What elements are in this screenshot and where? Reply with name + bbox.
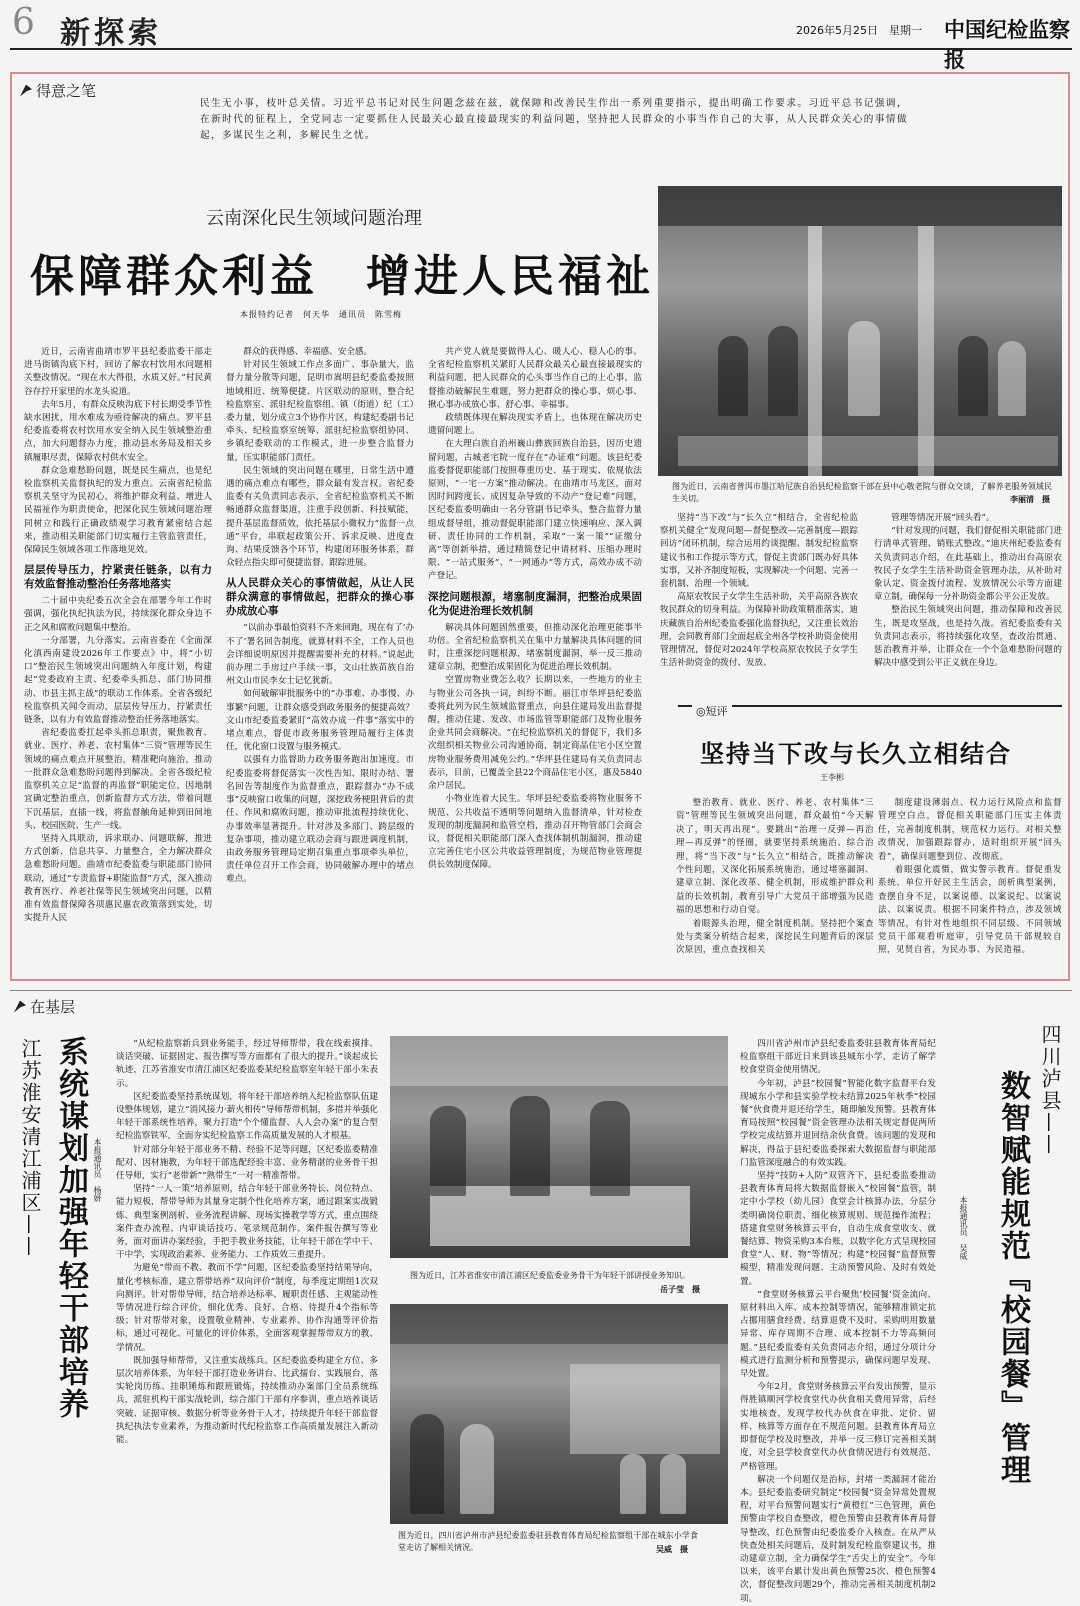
commentary-rule bbox=[678, 705, 1062, 707]
feature-kicker: 云南深化民生领域问题治理 bbox=[206, 208, 422, 229]
paragraph: 管理等情况开展“回头看”。 bbox=[891, 513, 995, 523]
paragraph: 今年2月，食堂财务核算云平台发出预警，显示得胜镇顺河学校食堂代办伙食相关费用异常，后经实地核查，发现学校代办伙食在审批、定价、留样、核算等方面存在不规范问题。县教育体育局立即督促学校及时整改，并举一反三修订完善相关制度，对全县学校食堂代办伙食情况进行有效规范、严格管理。 bbox=[740, 1382, 936, 1472]
paragraph: 四川省泸州市泸县纪委监委驻县教育体育局纪检监察组干部近日来到该县城东小学，走访了解学校食堂资金使用情况。 bbox=[740, 1039, 936, 1076]
paragraph: 着眼强化震慑，做实警示教育。督促重发系统、单位开好民主生活会，剖析典型案例，查摆自身不足，以案说德、以案说纪、以案说法、以案说责。根据不同案件特点，涉及领域等情况，有针对性地组织不同层级、不同领域党员干部观看听庭审，引导党员干部规较自照，见贤自省，为民办事、为民造福。 bbox=[878, 864, 1062, 955]
paragraph: 既加强导师帮带，又注重实战练兵。区纪委监委构建全方位、多层次培养体系，为年轻干部打造业务讲台、比武擂台、实践展台，落实轮岗历练、挂职锤炼和跟班锻炼，持续推动办案部门全员系统练兵，派驻机构干部实战轮训，综合部门干部有序参训，重点培养谈话突破、证据审核、数据分析等业务骨干人才，持续提升年轻干部监督执纪执法专业素养，为推动新时代纪检监察工作高质量发展注入新动能。 bbox=[116, 1355, 378, 1446]
paragraph: “针对发现的问题，我们督促相关职能部门进行清单式管理、销账式整改。”迪庆州纪委监委有关负责同志介绍，在此基础上，推动出台高原农牧民子女学生生活补助资金管理办法，从补助对象认定、资金拨付流程、发放情况公示等方面建章立制，确保每一分补助资金都公平公正发放。 bbox=[874, 526, 1062, 603]
paragraph: 近日，云南省曲靖市罗平县纪委监委干部走进马街镇沟底下村，回访了解农村饮用水问题相关整改情况。“现在水大得很，水质又好。”村民黄谷存拧开家里的水龙头说道。 bbox=[24, 347, 212, 397]
paragraph: 小物业连着大民生。华坪县纪委监委将物业服务不规范、公共收益不透明等问题纳入监督清单，针对检查发现的制度漏洞和监管空档，推动召开物管部门会商会议，督促相关职能部门深入查找体制机制漏洞，推动建立完善住宅小区公共收益管理制度，为规范物业管理提供长效制度保障。 bbox=[428, 794, 642, 871]
feature-photo bbox=[658, 186, 1062, 476]
paragraph: 群众急难愁盼问题，既是民生痛点，也是纪检监察机关监督执纪的发力重点。云南省纪检监察机关坚守为民初心，将维护群众利益、增进人民福祉作为职责使命，把深化民生领域问题治理同树立和践行正确政绩观学习教育紧密结合起来，推动相关职能部门切实履行主管监管责任，保障民生领域各项工作落地见效。 bbox=[24, 465, 212, 556]
paragraph: 今年初，泸县“校园餐”智能化数字监督平台发现城东小学和县实验学校未结算2025年秋季“校园餐”伙食费并退还给学生，随即触发预警。县教育体育局按照“校园餐”资金管理办法相关规定督促两所学校完成结算并退回结余伙食费。该问题的发现和解决，得益于县纪委监委探索大数据监督与职能部门监管深度融合的有效实践。 bbox=[740, 1078, 936, 1168]
feature-column-4 bbox=[660, 512, 858, 698]
lower-photo-canteen-credit: 吴威 摄 bbox=[656, 1545, 688, 1554]
subheading: 层层传导压力，拧紧责任链条，以有力有效监督推动整治任务落地落实 bbox=[24, 564, 212, 591]
newspaper-masthead: 中国纪检监察报 bbox=[944, 17, 1070, 72]
pen-icon bbox=[14, 1001, 26, 1013]
lower-photo-canteen bbox=[390, 1304, 728, 1524]
paragraph: 解决具体问题固然重要，但推动深化治理更能事半功倍。全省纪检监察机关在集中力量解决具体问题的同时，注重深挖问题根源，堵塞制度漏洞，举一反三推动建章立制，把整治成果固化为促进治理长效机制。 bbox=[428, 622, 642, 673]
circle-icon: ◎ bbox=[696, 705, 706, 718]
commentary-column-left bbox=[676, 796, 874, 974]
left-story-body bbox=[116, 1038, 378, 1528]
issue-date: 2026年5月25日 星期一 bbox=[796, 24, 922, 37]
paragraph: “以前办事最怕资料不齐来回跑，现在有了‘办不了’署名回告制度，就算材料不全，工作人员也会详细说明原因并提醒需要补充的材料。”说起此前办理二手房过户手续一事，文山壮族苗族自治州文山市民李女士记忆犹新。 bbox=[226, 623, 414, 687]
feature-tag-label: 得意之笔 bbox=[36, 82, 97, 100]
paragraph: “从纪检监察新兵到业务能手，经过导师帮带，我在线索摸排、谈话突破、证据固定、报告撰写等方面都有了很大的提升。”谈起成长轨迹，江苏省淮安市清江浦区纪委监委某纪检监察室年轻干部小朱表示。 bbox=[116, 1039, 378, 1089]
paragraph: 政绩既体现在解决现实矛盾上，也体现在解决历史遗留问题上。 bbox=[428, 413, 642, 437]
feature-lead: 民生无小事，枝叶总关情。习近平总书记对民生问题念兹在兹，就保障和改善民生作出一系列重要指示，提出明确工作要求。习近平总书记强调，在新时代的征程上，全党同志一定要抓住人民最关心最直接最现实的利益问题，坚持把人民群众的小事当作自己的大事，从人民群众关心的事情做起，多谋民生之利，多解民生之忧。 bbox=[200, 98, 908, 141]
right-story-title: 数智赋能规范『校园餐』管理 bbox=[995, 1070, 1030, 1486]
pen-icon bbox=[20, 85, 32, 97]
paragraph: 如何破解审批服务中的“办事难、办事慢、办事繁”问题，让群众感受到政务服务的便捷高效？文山市纪委监委紧盯“高效办成一件事”落实中的堵点难点，督促市政务服务管理局履行主体责任，优化窗口设置与服务模式。 bbox=[226, 689, 414, 753]
right-story-byline: 本报通讯员 吴威 bbox=[959, 1196, 968, 1260]
feature-photo-credit: 李丽清 摄 bbox=[1010, 495, 1050, 504]
paragraph: “食堂财务核算云平台聚焦‘校园餐’资金流向、原材料出入库、成本控制等情况，能够精准锁定抗占挪用膳食经费、结算退费不及时、采购明用数量异常、库存周期不合理、成本控制不力等高频问题。”县纪委监委有关负责同志介绍，通过分项计分模式进行监测分析和预警提示，确保问题早发现、早处置。 bbox=[740, 1289, 936, 1380]
lower-photo-training-credit: 岳子莹 摄 bbox=[660, 1285, 700, 1294]
paragraph: 为避免“带而不教、教而不学”问题，区纪委监委坚持结果导向，量化考核标准，建立帮带培养“双向评价”制度，每季度定期组1次双向测评。针对帮带导师，结合培养达标率、履职责任感、主观能动性等情况进行综合评价，细化优秀、良好、合格、待提升4个指标等级；针对帮带对象，设置敬业精神、专业素养、协作沟通等评价指标，通过可视化、可量化的评价体系，全面客观掌握帮带双方的教、学情况。 bbox=[116, 1263, 378, 1353]
paragraph: 民生领域的突出问题在哪里，日常生活中遭遇的痛点难点有哪些，群众最有发言权。省纪委监委有关负责同志表示，全省纪检监察机关不断畅通群众监督渠道，注重手段创新、科技赋能，提升基层监督质效，依托基层小微权力“监督一点通”平台，串联起政策公开、诉求反映、进度查询、结果反馈各个环节，构建闭环服务体系，群众轻点指尖即可便捷监督、跟踪进展。 bbox=[226, 465, 414, 569]
feature-column-5 bbox=[874, 512, 1062, 698]
lower-tag-label: 在基层 bbox=[30, 998, 76, 1016]
feature-photo-caption: 图为近日，云南省普洱市墨江哈尼族自治县纪检监察干部在县中心敬老院与群众交谈，了解养老服务领域民生关切。 bbox=[672, 482, 1052, 503]
paragraph: 共产党人就是要做得人心、暖人心、稳人心的事。全省纪检监察机关紧盯人民群众最关心最直接最现实的利益问题，把人民群众的心头事当作自己的上心事，监督推动破解民生难题，努力把群众的操心事、烦心事、揪心事办成放心事、舒心事、幸福事。 bbox=[428, 347, 642, 410]
paragraph: 坚持入具联动，诉求联办、问题联解，推进方式创新、信息共享、力量整合，全力解决群众急难愁盼问题。曲靖市纪委监委与职能部门协同联动，通过“专责监督+职能监督”方式，深入推动教育医疗、养老社保等民生领域突出问题，以精准有效监督保障各项惠民惠农政策落到实处，切实提升人民 bbox=[24, 833, 212, 924]
paragraph: 坚持“技防+人防”双管齐下，县纪委监委推动县教育体育局将大数据监督嵌入“校园餐”监管，制定中小学校（幼儿园）食堂会计核算办法，分层分类明确岗位职责、细化核算规则、规范操作流程；搭建食堂财务核算云平台，自动生成食堂收支、就餐结算、物资采购3本台账，以数字化方式呈现校园食堂“人、财、物”等情况；构建“校园餐”监督预警模型，精准发现问题、主动预警风险、及时有效处置。 bbox=[740, 1171, 936, 1287]
paragraph: 区纪委监委坚持系统谋划，将年轻干部培养纳入纪检监察队伍建设整体规划，建立“消风接力·薪火相传”导师帮带机制，多措并举强化年轻干部系统性培养，聚力打造“个个懂监督、人人会办案”的复合型纪检监察铁军，全面夯实纪检监察工作高质量发展的人才根基。 bbox=[116, 1091, 378, 1142]
lower-photo-canteen-caption: 图为近日，四川省泸州市泸县纪委监委驻县教育体育局纪检监察组干部在城东小学食堂走访了解相关情况。 bbox=[398, 1531, 698, 1552]
commentary-tag-label: 短评 bbox=[705, 705, 728, 718]
right-story-body bbox=[740, 1038, 936, 1604]
left-story-byline: 本报通讯员 杨妍 bbox=[93, 1138, 102, 1202]
feature-column-3 bbox=[428, 346, 642, 976]
paragraph: 高原农牧民子女学生生活补助，关乎高原各族农牧民群众的切身利益。为保障补助政策精准落实，迪庆藏族自治州纪委监委强化监督执纪，又注重长效治理，会同教育部门全面起底全州各学校补助资金使用管理情况，督促对2024年学校高原农牧民子女学生生活补助资金的拨付、发放、 bbox=[660, 592, 858, 669]
commentary-column-right bbox=[878, 796, 1062, 974]
paragraph: 二十届中央纪委五次全会在部署今年工作时强调，强化执纪执法为民，持续深化群众身边不正之风和腐败问题集中整治。 bbox=[24, 596, 212, 633]
paragraph: 解决一个问题仅是治标，封堵一类漏洞才能治本。县纪委监委研究制定“校园餐”资金异常处置规程，对平台预警问题实行“黄橙红”三色管理，黄色预警由学校自查整改，橙色预警由县教育体育局督导整改，红色预警由纪委监委介入核查。在从严从快查处相关问题后，及时制发纪检监察建议书，推动建章立制，全力确保学生“舌尖上的安全”。今年以来，该平台累计发出黄色预警25次、橙色预警4次，督促整改问题29个，推动完善相关制度机制2项。 bbox=[740, 1474, 936, 1604]
lower-photo-training-caption: 图为近日，江苏省淮安市清江浦区纪委监委业务骨干为年轻干部讲授业务知识。 bbox=[410, 1271, 690, 1280]
page-number: 6 bbox=[12, 2, 35, 43]
paragraph: 省纪委监委扛起牵头抓总职责，聚焦教育、就业、医疗、养老、农村集体“三资”管理等民生领域的痛点难点开展整治，精准靶向施治，推动一批群众急难愁盼问题得到解决。全省各级纪检监察机关立足“监督的再监督”职能定位，因地制宜确定整治重点，创新监督方式方法，带着问题下沉基层，直插一线，将监督触角延伸到田间地头、校园医院、生产一线。 bbox=[24, 728, 212, 831]
paragraph: 以强有力监督助力政务服务跑出加速度。市纪委监委将督促落实一次性告知、限时办结、署名回告等制度作为监督重点，跟踪督办“办不成事”反映窗口收集的问题，深挖政务梗阻背后的责任、作风和腐败问题，推动审批流程持续优化、办事效率显著提升。针对涉及多部门、跨层级的复杂事项，推动建立联动会商与跟进调度机制，由政务服务管理局定期召集重点事项牵头单位，责任单位召开工作会商，协同破解办理中的堵点难点。 bbox=[226, 755, 414, 885]
commentary-headline: 坚持当下改与长久立相结合 bbox=[700, 739, 1012, 768]
feature-column-2 bbox=[226, 346, 414, 976]
paragraph: 在大理白族自治州巍山彝族回族自治县，因历史遗留问题，古城老宅院一度存在“办证难”问题。该县纪委监委督促职能部门按照尊重历史、基于现实、依规依法原则，“一宅一方案”推动解决。在曲靖市马龙区，面对因时间跨度长、成因复杂导致的不动产“登记难”问题，区纪委监委明确由一名分管副书记牵头，整合监督力量组成督导组，推动督促职能部门建立快速响应、深入调研、责任协同的工作机制，采取“一案一策”“证缴分离”等创新举措，通过精简登记申请材料、压缩办理时限、“一站式服务”、“一网通办”等方式，高效办成不动产登记。 bbox=[428, 439, 642, 582]
left-story-title: 系统谋划加强年轻干部培养 bbox=[53, 1036, 88, 1420]
paragraph: 着眼源头治理，健全制度机制。坚持把个案查处与类案分析结合起来，深挖民生问题背后的深层次原因，重点查找相关 bbox=[676, 917, 874, 955]
commentary-tag bbox=[692, 703, 732, 719]
left-story-location: 江苏淮安清江浦区—— bbox=[18, 1038, 42, 1258]
commentary-author: 王李彬 bbox=[820, 773, 844, 782]
paragraph: 坚持“一人一策”培养原则，结合年轻干部业务特长、岗位特点、能力短板，帮带导师为其量身定制个性化培养方案，通过跟案实战锻炼、典型案例剖析、业务流程讲解、现场实操教学等方式，重点围绕案件查办流程、内审谈话技巧、笔录规范制作、案件报告撰写等业务，面对面讲办案经验，手把手教业务技能，让年轻干部在学中干、干中学，实现政治素养、业务能力、工作质效三重提升。 bbox=[116, 1184, 378, 1261]
subheading: 深挖问题根源，堵塞制度漏洞，把整治成果固化为促进治理长效机制 bbox=[428, 590, 642, 617]
paragraph: 针对民生领域工作点多面广、事杂量大，监督力量分散等问题，昆明市嵩明县纪委监委按照地域相近、统筹便捷、片区联动的原则，整合纪检监察室、派驻纪检监察组、镇（街道）纪（工）委力量，划分成立3个协作片区，构建纪委副书记牵头、纪检监察室统筹、派驻纪检监察组协同、乡镇纪委联动的工作模式，进一步整合监督力量，压实职能部门责任。 bbox=[226, 360, 414, 463]
paragraph: 空置房物业费怎么收？长期以来，一些地方的业主与物业公司各执一词，纠纷不断。丽江市华坪县纪委监委将此列为民生领域监督重点，向县住建局发出监督提醒，推动住建、发改、市场监管等职能部门及物业服务企业共同会商解决。“在纪检监察机关的督促下，我们多次组织相关物业公司沟通协商，制定商品住宅小区空置房物业服务费用减免公约。”华坪县住建局有关负责同志表示，目前，已覆盖全县22个商品住宅小区，惠及5840余户居民。 bbox=[428, 675, 642, 792]
paragraph: 整治教育、就业、医疗、养老、农村集体“三资”管理等民生领域突出问题，群众最怕“今天解决了，明天再出现”。要跳出“治理一反弹—再治理—再反弹”的怪圈，就要坚持系统施治、综合治理，将“当下改”与“长久立”相结合，既推动解决个性问题，又深化拓展系统施治，通过堵塞漏洞、建章立制、深化改革、健全机制，形成维护群众利益的长效机制，教育引导广大党员干部增强为民造福的思想和行动自觉。 bbox=[676, 797, 874, 915]
paragraph: 一分部署，九分落实。云南省委在《全面深化滇西南建设2026年工作要点》中，将“小切口”整治民生领域突出问题纳入年度计划，构建起“党委政府主责、纪委牵头抓总、部门协同推动、市县主抓主战”的联动工作体系。全省各级纪检监察机关闻令而动，层层传导压力，拧紧责任链条，以有力有效监督推动整治任务落地落实。 bbox=[24, 635, 212, 726]
feature-headline: 保障群众利益 增进人民福祉 bbox=[30, 251, 654, 302]
paragraph: 群众的获得感、幸福感、安全感。 bbox=[243, 347, 373, 357]
feature-byline: 本报特约记者 何天华 通讯员 陈雪梅 bbox=[240, 310, 402, 319]
lower-photo-training bbox=[390, 1036, 728, 1258]
paragraph: 整治民生领域突出问题，推动保障和改善民生，既是攻坚战，也是持久战。省纪委监委有关负责同志表示，将持续强化攻坚，查改治贯通、惩治教育并举，让群众在一个个急难愁盼问题的解决中感受到公平正义就在身边。 bbox=[874, 605, 1062, 669]
feature-tag bbox=[20, 80, 96, 101]
header-rule bbox=[10, 48, 1072, 50]
paragraph: 去年5月，有群众反映沟底下村长期受季节性缺水困扰，用水难成为亟待解决的痛点。罗平县纪委监委将农村饮用水安全纳入民生领域整治重点，加大问题督办力度，推动县水务局及相关乡镇履职尽责，保障农村供水安全。 bbox=[24, 399, 212, 463]
paragraph: 制度建设薄弱点、权力运行风险点和监督管理空白点，督促相关职能部门压实主体责任，完善制度机制，规范权力运行。对相关整改情况，加强跟踪督办，适时组织开展“回头看”，确保问题整到位、改彻底。 bbox=[878, 797, 1062, 861]
section-divider bbox=[10, 990, 1072, 991]
subheading: 从人民群众关心的事情做起，从让人民群众满意的事情做起，把群众的操心事办成放心事 bbox=[226, 577, 414, 618]
feature-column-1 bbox=[24, 346, 212, 976]
paragraph: 坚持“当下改”与“长久立”相结合，全省纪检监察机关健全“发现问题—督促整改—完善制度—跟踪回访”闭环机制，综合运用约谈提醒、制发纪检监察建议书和工作提示等方式，督促主责部门既办好具体实事，又补齐制度短板，实现解决一个问题、完善一套机制、治理一个领域。 bbox=[660, 513, 858, 590]
paragraph: 针对部分年轻干部业务不精、经验不足等问题，区纪委监委精准配对、因材施教，为年轻干部选配经验丰富、业务精湛的业务骨干担任导师，实行“老带新”“熟带生”一对一精准帮带。 bbox=[116, 1144, 378, 1182]
right-story-location: 四川泸县—— bbox=[1038, 1024, 1062, 1156]
lower-tag bbox=[14, 996, 75, 1017]
section-title: 新探索 bbox=[60, 16, 162, 51]
